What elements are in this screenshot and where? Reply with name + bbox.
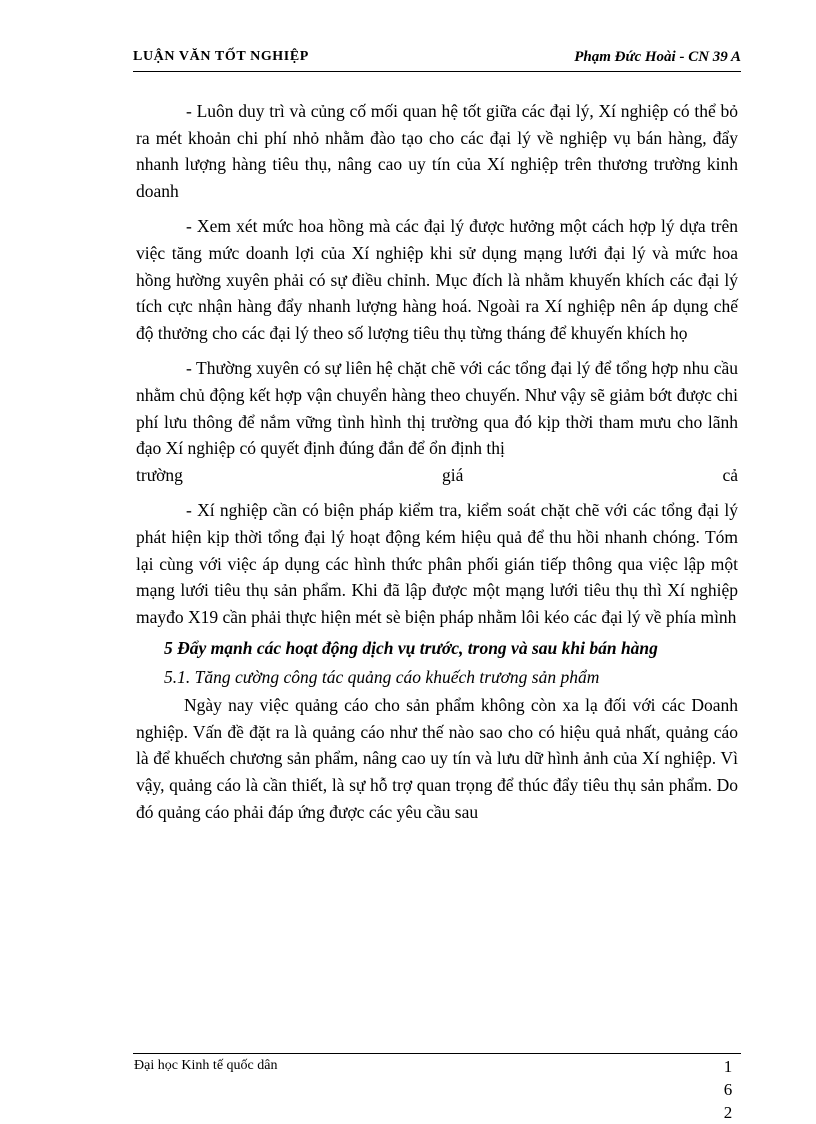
page-number-digit: 2 (723, 1103, 733, 1122)
footer-university: Đại học Kinh tế quốc dân (134, 1058, 278, 1073)
footer-rule (133, 1053, 741, 1054)
body-paragraph: Ngày nay việc quảng cáo cho sản phẩm không còn xa lạ đối với các Doanh nghiệp. Vấn đề đặt ra là quảng cáo như thế nào sao cho có hiệu quả nhất, quảng cáo là để khuếch chương sản phẩm, nâng cao uy tín và lưu dữ hình ảnh của Xí nghiệp. Vì vậy, quảng cáo là cần thiết, là sự hỗ trợ quan trọng để thúc đẩy tiêu thụ sản phẩm. Do đó quảng cáo phải đáp ứng được các yêu cầu sau (136, 695, 738, 822)
header-thesis-title: LUẬN VĂN TỐT NGHIỆP (133, 49, 309, 64)
header-author: Phạm Đức Hoài - CN 39 A (574, 49, 741, 65)
bullet-paragraph-1: - Luôn duy trì và củng cố mối quan hệ tốt giữa các đại lý, Xí nghiệp có thể bỏ ra mét khoản chi phí nhỏ nhằm đào tạo cho các đại lý về nghiệp vụ bán hàng, đẩy nhanh lượng hàng tiêu thụ, nâng cao uy tín của Xí nghiệp trên thương trường kinh doanh (136, 101, 738, 201)
page-number (718, 1055, 738, 1124)
document-body (136, 98, 738, 825)
bullet-paragraph-3-last-line (136, 462, 738, 489)
bullet-paragraph-4: - Xí nghiệp cần có biện pháp kiểm tra, kiểm soát chặt chẽ với các tổng đại lý phát hiện kịp thời tổng đại lý hoạt động kém hiệu quả để thu hồi nhanh chóng. Tóm lại cùng với việc áp dụng các hình thức phân phối gián tiếp thông qua việc lập một mạng lưới tiêu thụ sản phẩm. Khi đã lập được một mạng lưới tiêu thụ thì Xí nghiệp mayđo X19 cần phải thực hiện mét sè biện pháp nhằm lôi kéo các đại lý về phía mình (136, 500, 738, 627)
section-heading: 5 Đẩy mạnh các hoạt động dịch vụ trước, trong và sau khi bán hàng (164, 638, 658, 659)
trailing-word-1: trường (136, 464, 183, 485)
subsection-heading: 5.1. Tăng cường công tác quảng cáo khuếch trương sản phẩm (164, 667, 600, 688)
bullet-paragraph-3: - Thường xuyên có sự liên hệ chặt chẽ với các tổng đại lý để tổng hợp nhu cầu nhằm chủ động kết hợp vận chuyển hàng theo chuyến. Như vậy sẽ giảm bớt được chi phí lưu thông để nắm vững tình hình thị trường qua đó kịp thời tham mưu cho lãnh đạo Xí nghiệp có quyết định đúng đắn để ổn định thị (136, 358, 738, 459)
header-rule (133, 71, 741, 72)
page-number-digit: 6 (723, 1080, 733, 1099)
page-number-digit: 1 (723, 1057, 733, 1076)
page-header (133, 49, 741, 71)
trailing-word-2: giá (442, 464, 464, 485)
bullet-paragraph-2: - Xem xét mức hoa hồng mà các đại lý được hưởng một cách hợp lý dựa trên việc tăng mức doanh lợi của Xí nghiệp khi sử dụng mạng lưới đại lý và mức hoa hồng hường xuyên phải có sự điều chỉnh. Mục đích là nhằm khuyến khích các đại lý tích cực nhận hàng đẩy nhanh lượng hàng hoá. Ngoài ra Xí nghiệp nên áp dụng chế độ thưởng cho các đại lý theo số lượng tiêu thụ từng tháng để khuyến khích họ (136, 216, 738, 343)
trailing-word-3: cả (722, 464, 738, 485)
